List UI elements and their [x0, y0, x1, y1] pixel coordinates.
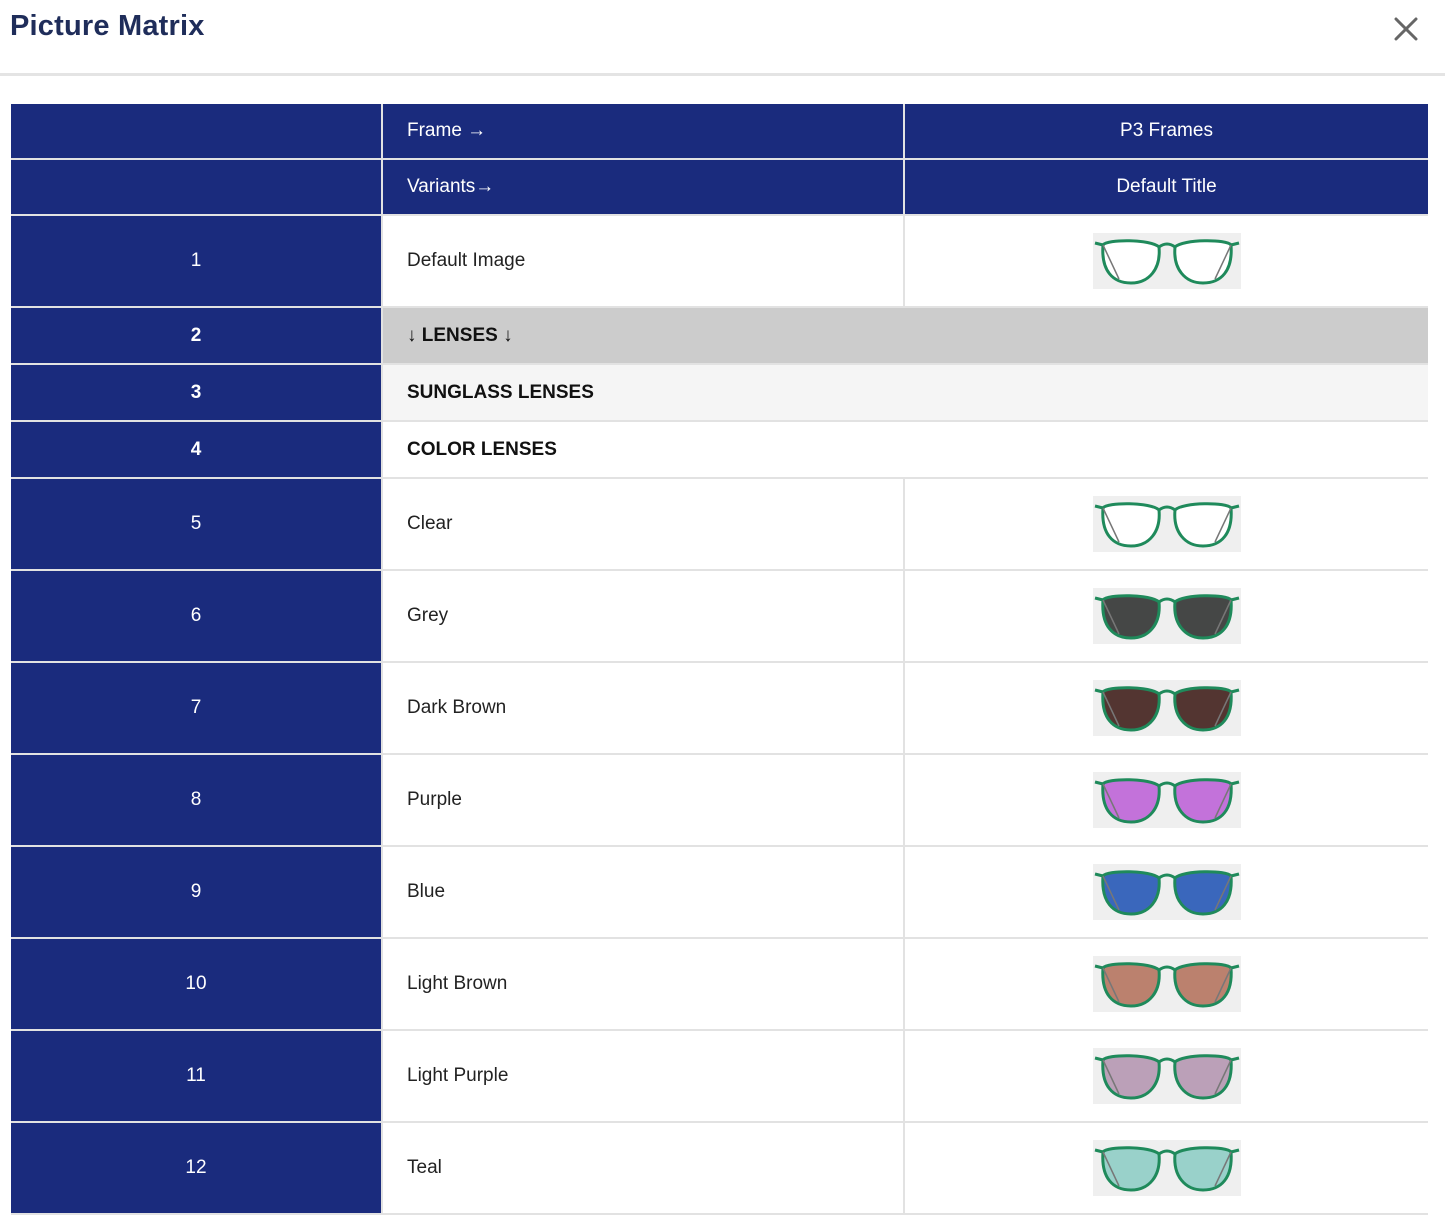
section-label: COLOR LENSES: [407, 438, 557, 460]
table-row: [11, 365, 1428, 422]
variants-header-row: [11, 160, 1428, 216]
glasses-icon[interactable]: [1093, 680, 1241, 736]
variant-image-cell: [905, 847, 1428, 937]
variant-label: Light Brown: [383, 939, 905, 1029]
variant-label: Purple: [383, 755, 905, 845]
corner-cell: [11, 160, 383, 214]
variant-image-cell: [905, 1123, 1428, 1213]
row-number: 12: [11, 1123, 383, 1213]
variant-label: Grey: [383, 571, 905, 661]
table-row: [11, 216, 1428, 308]
variant-label: Teal: [383, 1123, 905, 1213]
corner-cell: [11, 104, 383, 158]
table-row: [11, 1123, 1428, 1215]
table-row: [11, 847, 1428, 939]
variant-label: Clear: [383, 479, 905, 569]
table-row: [11, 1031, 1428, 1123]
glasses-icon[interactable]: [1093, 588, 1241, 644]
variant-image-cell: [905, 663, 1428, 753]
row-number: 7: [11, 663, 383, 753]
glasses-icon[interactable]: [1093, 864, 1241, 920]
row-number: 9: [11, 847, 383, 937]
variant-label: Dark Brown: [383, 663, 905, 753]
variant-label: Default Image: [383, 216, 905, 306]
variant-image-cell: [905, 216, 1428, 306]
frame-header-row: [11, 104, 1428, 160]
glasses-icon[interactable]: [1093, 956, 1241, 1012]
frame-label: Frame →: [383, 104, 905, 158]
table-row: [11, 939, 1428, 1031]
row-number: 10: [11, 939, 383, 1029]
variants-value: Default Title: [905, 160, 1428, 214]
glasses-icon[interactable]: [1093, 1048, 1241, 1104]
section-label: SUNGLASS LENSES: [383, 365, 1428, 420]
frame-value: P3 Frames: [905, 104, 1428, 158]
section-label: ↓ LENSES ↓: [383, 308, 1428, 363]
row-number: 8: [11, 755, 383, 845]
row-number: 2: [11, 308, 383, 363]
variant-label: Light Purple: [383, 1031, 905, 1121]
glasses-icon[interactable]: [1093, 1140, 1241, 1196]
row-number: 4: [11, 422, 383, 477]
row-number: 6: [11, 571, 383, 661]
variant-image-cell: [905, 755, 1428, 845]
variant-label: Blue: [383, 847, 905, 937]
table-row: [11, 479, 1428, 571]
row-number: 11: [11, 1031, 383, 1121]
row-number: 5: [11, 479, 383, 569]
picture-matrix-table: [11, 104, 1428, 1215]
row-number: 3: [11, 365, 383, 420]
variant-image-cell: [905, 939, 1428, 1029]
table-row: [11, 571, 1428, 663]
variants-label: Variants→: [383, 160, 905, 214]
variant-image-cell: [905, 571, 1428, 661]
variant-image-cell: [905, 479, 1428, 569]
row-number: 1: [11, 216, 383, 306]
glasses-icon[interactable]: [1093, 772, 1241, 828]
table-row: [11, 422, 1428, 479]
table-row: [11, 663, 1428, 755]
close-icon[interactable]: [1390, 13, 1422, 45]
modal-header: [0, 0, 1445, 76]
table-row: [11, 308, 1428, 365]
page-title: Picture Matrix: [10, 10, 205, 42]
glasses-icon[interactable]: [1093, 233, 1241, 289]
table-row: [11, 755, 1428, 847]
variant-image-cell: [905, 1031, 1428, 1121]
glasses-icon[interactable]: [1093, 496, 1241, 552]
